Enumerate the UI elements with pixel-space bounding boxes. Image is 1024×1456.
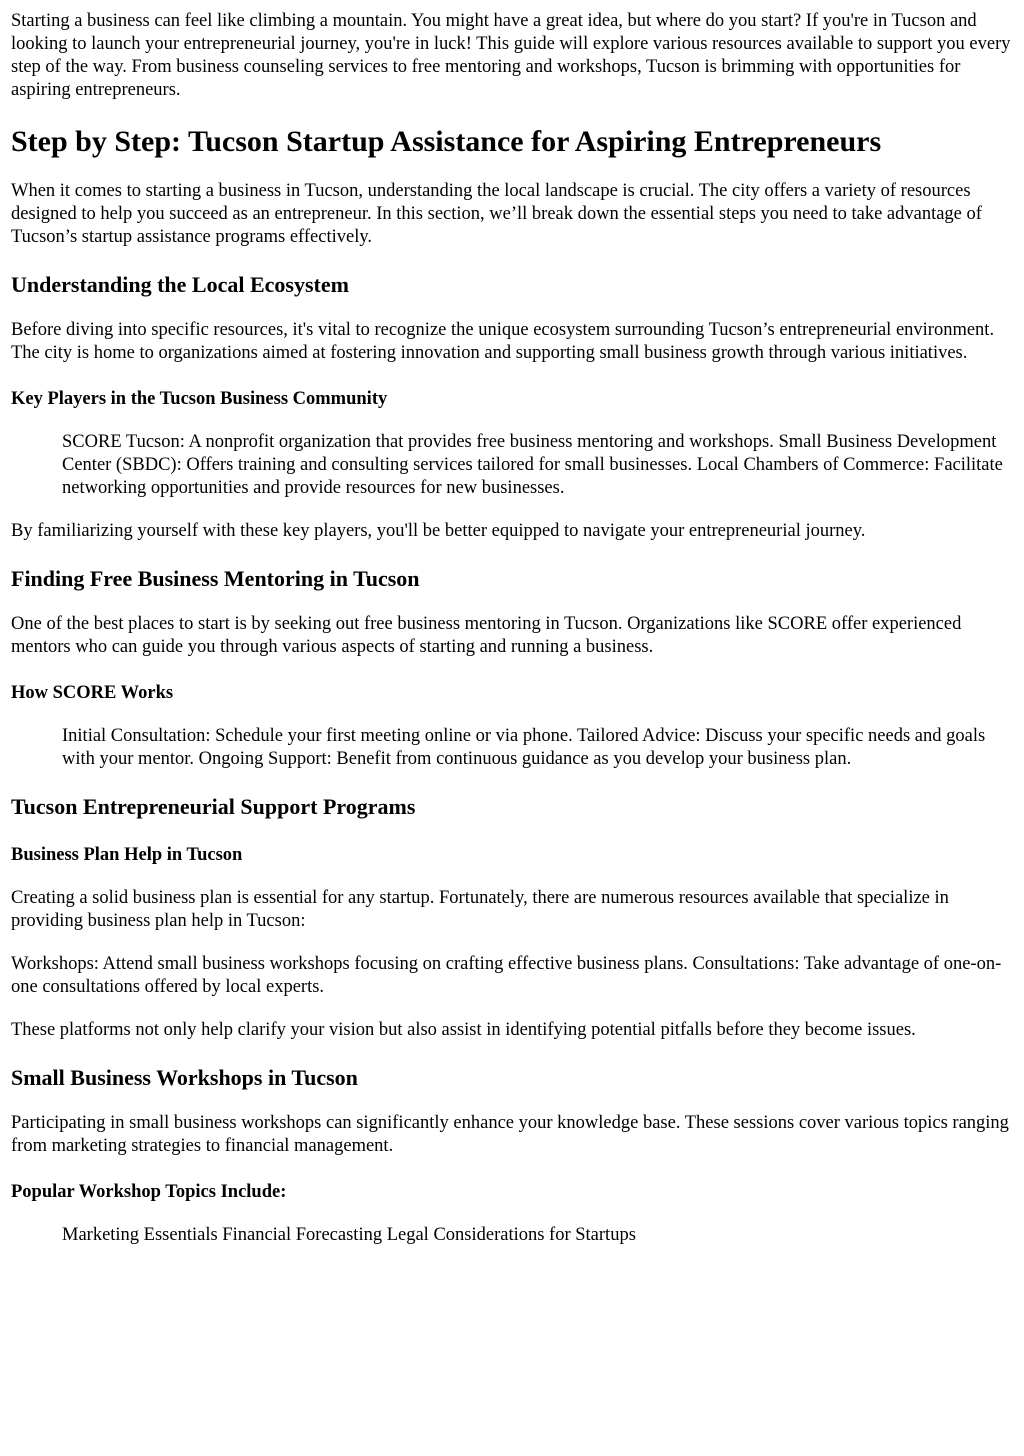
intro-paragraph: Starting a business can feel like climbing a mountain. You might have a great idea, but where do you start? If you're in Tucson and looking to launch your entrepreneurial journey, you're in luck! This guide will explore various resources available to support you every step of the way. From business counseling services to free mentoring and workshops, Tucson is brimming with opportunities for aspiring entrepreneurs. (11, 11, 1011, 100)
key-players-heading: Key Players in the Tucson Business Community (11, 389, 388, 409)
score-text: Initial Consultation: Schedule your first meeting online or via phone. Tailored Advice: Discuss your specific needs and goals with your mentor. Ongoing Support: Benefit from continuous guidance as you develop your business plan. (62, 726, 986, 769)
workshops-paragraph: Participating in small business workshops can significantly enhance your knowledge base. These sessions cover various topics ranging from marketing strategies to financial management. (11, 1113, 1009, 1156)
plan-paragraph: Creating a solid business plan is essential for any startup. Fortunately, there are numerous resources available that specialize in providing business plan help in Tucson: (11, 888, 949, 931)
mentoring-heading: Finding Free Business Mentoring in Tucson (11, 566, 420, 591)
article (0, 10, 1024, 1247)
programs-heading: Tucson Entrepreneurial Support Programs (11, 794, 416, 819)
article-title: Step by Step: Tucson Startup Assistance for Aspiring Entrepreneurs (11, 125, 882, 158)
plan-list: Workshops: Attend small business workshops focusing on crafting effective business plans. Consultations: Take advantage of one-on-one consultations offered by local experts. (11, 954, 1002, 997)
ecosystem-closing: By familiarizing yourself with these key players, you'll be better equipped to navigate your entrepreneurial journey. (11, 521, 866, 541)
key-players-text: SCORE Tucson: A nonprofit organization that provides free business mentoring and workshops. Small Business Development Center (SBDC): Offers training and consulting services tailored for small businesses. Local Chambers of Commerce: Facilitate networking opportunities and provide resources for new businesses. (62, 432, 1003, 498)
score-heading: How SCORE Works (11, 683, 174, 703)
ecosystem-heading: Understanding the Local Ecosystem (11, 272, 349, 297)
topics-quote (62, 1224, 1012, 1247)
ecosystem-paragraph: Before diving into specific resources, it's vital to recognize the unique ecosystem surrounding Tucson’s entrepreneurial environment. The city is home to organizations aimed at fostering innovation and supporting small business growth through various initiatives. (11, 320, 995, 363)
score-quote (62, 725, 1012, 771)
topics-heading: Popular Workshop Topics Include: (11, 1182, 287, 1202)
plan-closing: These platforms not only help clarify your vision but also assist in identifying potential pitfalls before they become issues. (11, 1020, 916, 1040)
mentoring-paragraph: One of the best places to start is by seeking out free business mentoring in Tucson. Organizations like SCORE offer experienced mentors who can guide you through various aspects of starting and running a business. (11, 614, 962, 657)
workshops-heading: Small Business Workshops in Tucson (11, 1065, 358, 1090)
plan-heading: Business Plan Help in Tucson (11, 845, 243, 865)
key-players-quote (62, 431, 1012, 500)
title-paragraph: When it comes to starting a business in Tucson, understanding the local landscape is crucial. The city offers a variety of resources designed to help you succeed as an entrepreneur. In this section, we’ll break down the essential steps you need to take advantage of Tucson’s startup assistance programs effectively. (11, 181, 982, 247)
topics-text: Marketing Essentials Financial Forecasting Legal Considerations for Startups (62, 1225, 636, 1245)
